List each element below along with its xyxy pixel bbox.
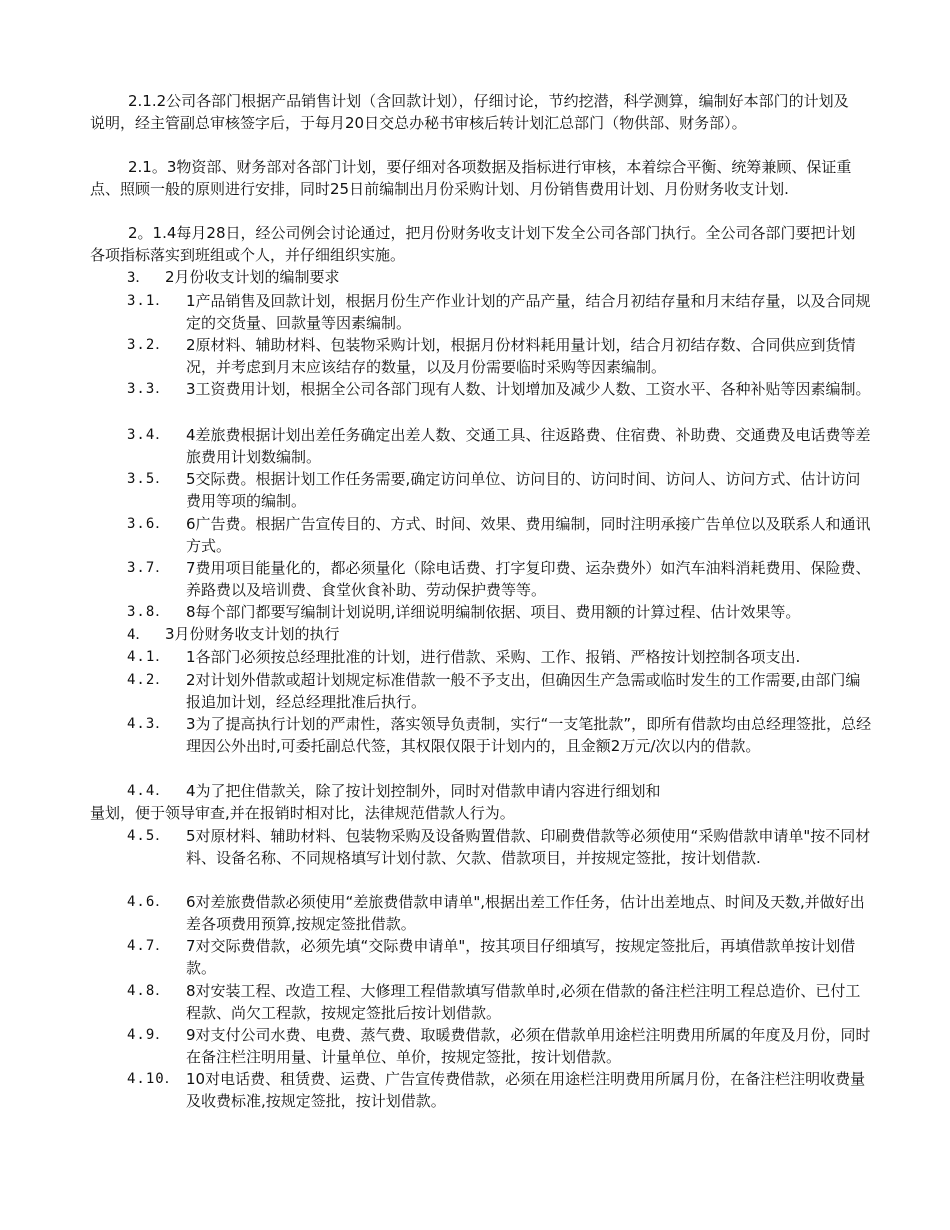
list-item: [127, 557, 872, 601]
paragraph-2-1-3: 2.1。3物资部、财务部对各部门计划，要仔细对各项数据及指标进行审核，本着综合平衡、统筹兼顾、保证重点、照顾一般的原则进行安排，同时25日前编制出月份采购计划、月份销售费用计划、月份财务收支计划.: [90, 158, 852, 198]
list-item: [127, 1068, 872, 1112]
item-text-continuation: 量划，便于领导审查,并在报销时相对比，法律规范借款人行为。: [90, 804, 515, 822]
list-item: [127, 378, 872, 400]
item-text: 1各部门必须按总经理批准的计划，进行借款、采购、工作、报销、严格按计划控制各项支出.: [186, 648, 801, 666]
item-number: 4.4．: [127, 783, 171, 799]
item-text: 7费用项目能量化的，都必须量化（除电话费、打字复印费、运杂费外）如汽车油料消耗费用、保险费、养路费以及培训费、食堂伙食补助、劳动保护费等等。: [186, 559, 871, 599]
list-item: [127, 935, 872, 979]
item-text: 10对电话费、租赁费、运费、广告宣传费借款，必须在用途栏注明费用所属月份，在备注栏注明收费量及收费标准,按规定签批，按计划借款。: [186, 1070, 866, 1110]
list-item: [127, 825, 872, 869]
item-number: 3.7．: [127, 560, 171, 576]
list-item: [127, 669, 872, 713]
section-3-number: 3．: [127, 270, 150, 286]
item-text: 2对计划外借款或超计划规定标准借款一般不予支出，但确因生产急需或临时发生的工作需要,由部门编报追加计划，经总经理批准后执行。: [186, 671, 861, 711]
item-text: 7对交际费借款，必须先填“交际费申请单"，按其项目仔细填写，按规定签批后，再填借款单按计划借款。: [186, 937, 856, 977]
item-text: 2原材料、辅助材料、包装物采购计划，根据月份材料耗用量计划，结合月初结存数、合同供应到货情况，并考虑到月末应该结存的数量，以及月份需要临时采购等因素编制。: [186, 336, 856, 376]
item-number: 4.10．: [127, 1071, 180, 1087]
item-text: 4为了把住借款关，除了按计划控制外，同时对借款申请内容进行细划和: [186, 782, 661, 800]
list-item: [127, 513, 872, 557]
list-item: [127, 646, 872, 668]
item-number: 3.4．: [127, 427, 171, 443]
list-item: [127, 891, 872, 935]
list-item: [127, 424, 872, 468]
item-number: 4.1．: [127, 649, 171, 665]
list-item: [127, 290, 872, 334]
item-text: 9对支付公司水费、电费、蒸气费、取暖费借款，必须在借款单用途栏注明费用所属的年度及月份，同时在备注栏注明用量、计量单位、单价，按规定签批，按计划借款。: [186, 1026, 871, 1066]
list-item: [127, 1024, 872, 1068]
item-text: 6对差旅费借款必须使用“差旅费借款申请单",根据出差工作任务，估计出差地点、时间及天数,并做好出差各项费用预算,按规定签批借款。: [186, 893, 865, 933]
list-item: [127, 980, 872, 1024]
list-item: [127, 334, 872, 378]
item-number: 4.9．: [127, 1027, 171, 1043]
item-number: 3.5．: [127, 471, 171, 487]
item-text: 1产品销售及回款计划，根据月份生产作业计划的产品产量，结合月初结存量和月末结存量，以及合同规定的交货量、回款量等因素编制。: [186, 292, 871, 332]
item-text: 8每个部门都要写编制计划说明,详细说明编制依据、项目、费用额的计算过程、估计效果等。: [186, 603, 801, 621]
item-text: 4差旅费根据计划出差任务确定出差人数、交通工具、往返路费、住宿费、补助费、交通费及电话费等差旅费用计划数编制。: [186, 426, 871, 466]
item-text: 6广告费。根据广告宣传目的、方式、时间、效果、费用编制，同时注明承接广告单位以及联系人和通讯方式。: [186, 515, 871, 555]
item-text: 3工资费用计划，根据全公司各部门现有人数、计划增加及减少人数、工资水平、各种补贴等因素编制。: [186, 380, 871, 398]
list-item: [127, 601, 872, 623]
item-number: 3.1．: [127, 293, 171, 309]
item-text: 3为了提高执行计划的严肃性，落实领导负责制，实行“一支笔批款”，即所有借款均由总经理签批，总经理因公外出时,可委托副总代签，其权限仅限于计划内的，且金额2万元/次以内的借款。: [186, 715, 872, 755]
paragraph-2-1-2: 2.1.2公司各部门根据产品销售计划（含回款计划），仔细讨论，节约挖潜，科学测算，编制好本部门的计划及说明，经主管副总审核签字后，于每月20日交总办秘书审核后转计划汇总部门（物供部、财务部）。: [90, 92, 849, 132]
paragraph-2-1-4: 2。1.4每月28日，经公司例会讨论通过，把月份财务收支计划下发全公司各部门执行。全公司各部门要把计划各项指标落实到班组或个人，并仔细组织实施。: [90, 224, 856, 264]
item-text: 5交际费。根据计划工作任务需要,确定访问单位、访问目的、访问时间、访问人、访问方式、估计访问费用等项的编制。: [186, 470, 861, 510]
section-3-heading: [127, 266, 340, 289]
item-number: 4.7．: [127, 938, 171, 954]
section-4-title: 3月份财务收支计划的执行: [165, 625, 340, 643]
item-number: 3.2．: [127, 337, 171, 353]
list-item: [127, 713, 872, 757]
item-number: 3.8．: [127, 604, 171, 620]
item-number: 4.2．: [127, 672, 171, 688]
item-number: 3.3．: [127, 381, 171, 397]
item-number: 3.6．: [127, 516, 171, 532]
section-4-number: 4．: [127, 627, 150, 643]
item-text: 8对安装工程、改造工程、大修理工程借款填写借款单时,必须在借款的备注栏注明工程总造价、已付工程款、尚欠工程款，按规定签批后按计划借款。: [186, 982, 861, 1022]
item-number: 4.8．: [127, 983, 171, 999]
item-number: 4.5．: [127, 828, 171, 844]
section-3-title: 2月份收支计划的编制要求: [165, 268, 340, 286]
section-4-heading: [127, 623, 340, 646]
list-item: [90, 780, 872, 822]
item-number: 4.3．: [127, 716, 171, 732]
list-item: [127, 468, 872, 512]
item-text: 5对原材料、辅助材料、包装物采购及设备购置借款、印刷费借款等必须使用“采购借款申请单"按不同材料、设备名称、不同规格填写计划付款、欠款、借款项目，并按规定签批，按计划借款.: [186, 827, 871, 867]
item-number: 4.6．: [127, 894, 171, 910]
